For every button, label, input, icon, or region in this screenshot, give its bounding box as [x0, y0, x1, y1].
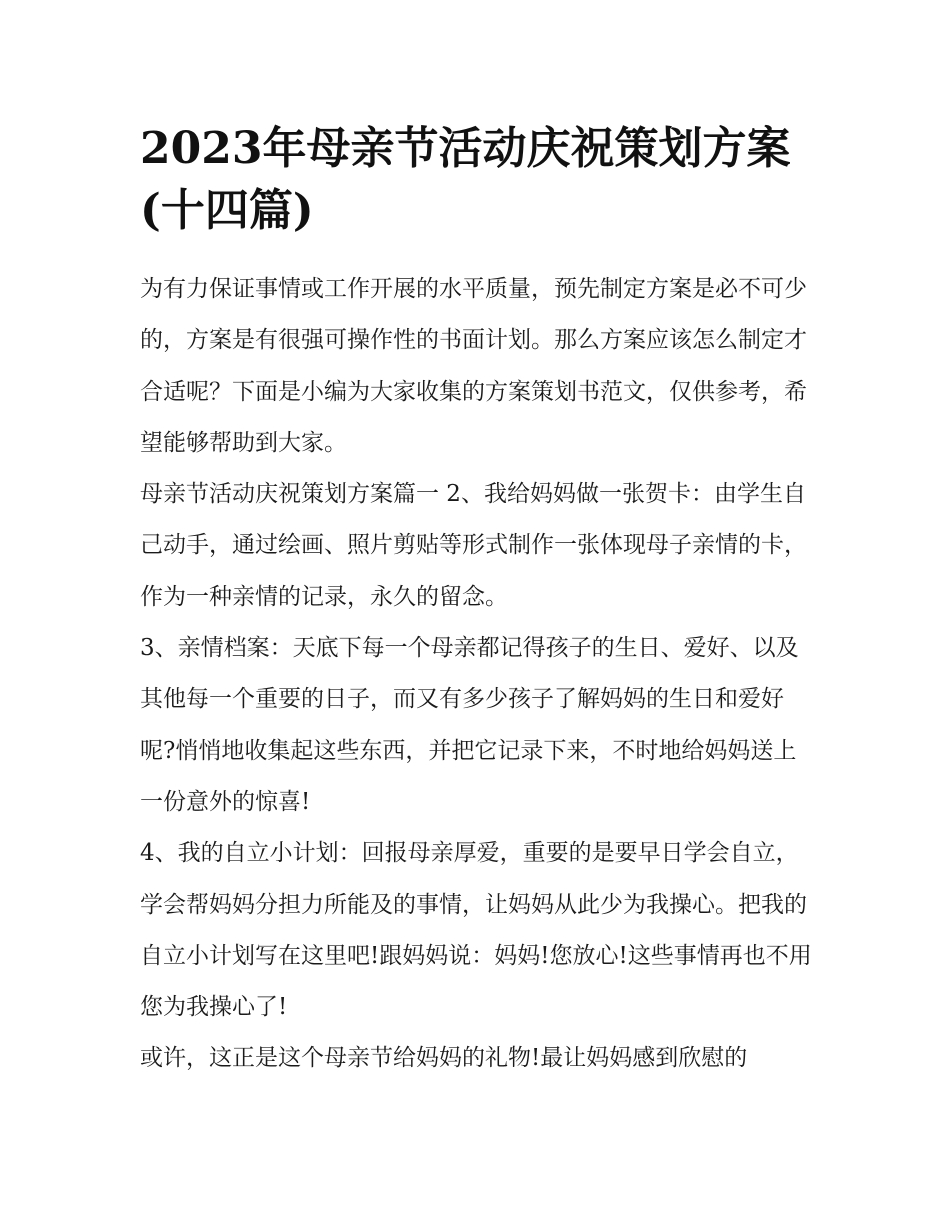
paragraph-intro: 为有力保证事情或工作开展的水平质量，预先制定方案是必不可少的，方案是有很强可操作性的书面计划。那么方案应该怎么制定才合适呢？下面是小编为大家收集的方案策划书范文，仅供参考，希望能够帮助到大家。: [140, 276, 807, 456]
paragraph-item-2: 母亲节活动庆祝策划方案篇一 2、我给妈妈做一张贺卡：由学生自己动手，通过绘画、照片剪贴等形式制作一张体现母子亲情的卡，作为一种亲情的记录，永久的留念。: [140, 481, 807, 610]
document-title: 2023年母亲节活动庆祝策划方案(十四篇): [140, 123, 791, 236]
paragraph-item-3: 3、亲情档案：天底下每一个母亲都记得孩子的生日、爱好、以及其他每一个重要的日子，而又有多少孩子了解妈妈的生日和爱好呢?悄悄地收集起这些东西，并把它记录下来，不时地给妈妈送上一份意外的惊喜!: [140, 635, 799, 815]
paragraph-closing: 或许，这正是这个母亲节给妈妈的礼物!最让妈妈感到欣慰的: [140, 1045, 748, 1072]
paragraph-item-4: 4、我的自立小计划：回报母亲厚爱，重要的是要早日学会自立，学会帮妈妈分担力所能及的事情，让妈妈从此少为我操心。把我的自立小计划写在这里吧!跟妈妈说：妈妈!您放心!这些事情再也不用您为我操心了!: [140, 840, 812, 1021]
document-body: [140, 118, 812, 1085]
